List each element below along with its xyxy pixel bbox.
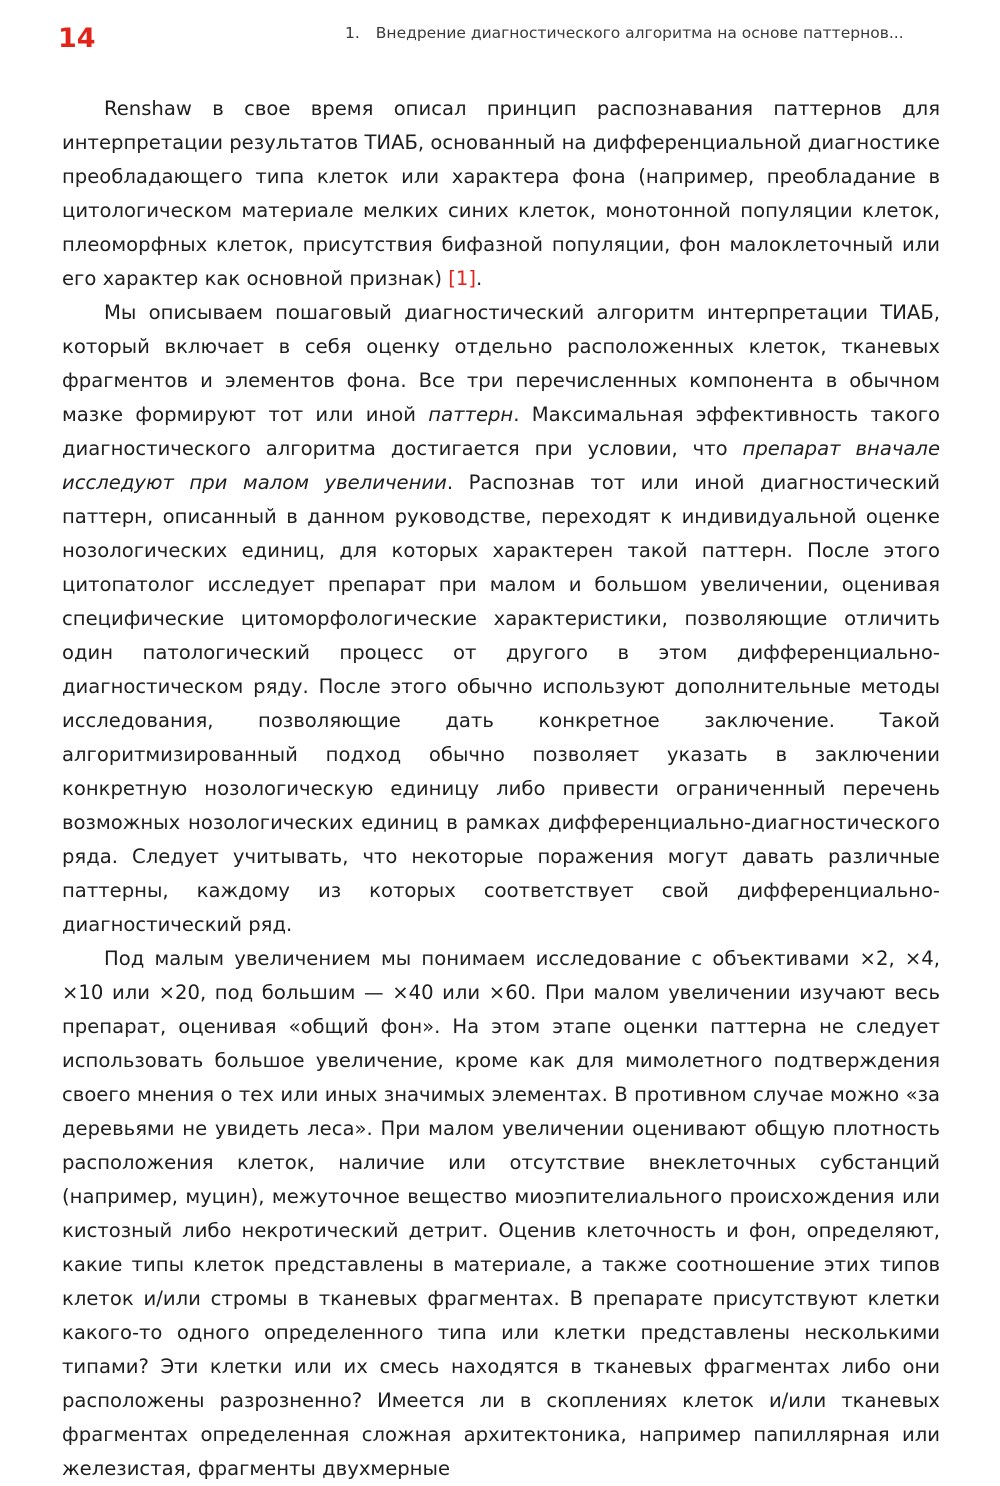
paragraph-2-emphasis-2: препарат вначале исследуют при малом увеличении bbox=[62, 437, 940, 494]
chapter-title: Внедрение диагностического алгоритма на основе паттернов... bbox=[375, 24, 904, 42]
running-head bbox=[345, 22, 904, 44]
paragraph-1-text: Renshaw в свое время описал принцип распознавания паттернов для интерпретации результатов ТИАБ, основанный на дифференциальной диагностике преобладающего типа клеток или характера фона (например, преобладание в цитологическом материале мелких синих клеток, монотонной популяции клеток, плеоморфных клеток, присутствия бифазной популяции, фон малоклеточный или его характер как основной признак) bbox=[62, 97, 940, 290]
body-text bbox=[62, 92, 940, 1486]
paragraph-2-emphasis-1: паттерн bbox=[428, 403, 514, 426]
paragraph-2-text-2: . Максимальная эффективность такого диагностического алгоритма достигается при условии, что bbox=[62, 403, 940, 460]
page-number: 14 bbox=[58, 23, 96, 54]
paragraph-1 bbox=[62, 92, 940, 296]
chapter-number: 1. bbox=[345, 24, 360, 42]
paragraph-2-text-3: . Распознав тот или иной диагностический паттерн, описанный в данном руководстве, переходят к индивидуальной оценке нозологических единиц, для которых характерен такой паттерн. После этого цитопатолог исследует препарат при малом и большом увеличении, оценивая специфические цитоморфологические характеристики, позволяющие отличить один патологический процесс от другого в этом дифференциально-диагностическом ряду. После этого обычно используют дополнительные методы исследования, позволяющие дать конкретное заключение. Такой алгоритмизированный подход обычно позволяет указать в заключении конкретную нозологическую единицу либо привести ограниченный перечень возможных нозологических единиц в рамках дифференциально-диагностического ряда. Следует учитывать, что некоторые поражения могут давать различные паттерны, каждому из которых соответствует свой дифференциально-диагностический ряд. bbox=[62, 471, 940, 936]
paragraph-2 bbox=[62, 296, 940, 942]
paragraph-1-end: . bbox=[476, 267, 483, 290]
citation-link[interactable]: [1] bbox=[448, 267, 477, 290]
paragraph-3 bbox=[62, 942, 940, 1486]
paragraph-3-text: Под малым увеличением мы понимаем исследование с объективами ×2, ×4, ×10 или ×20, под большим — ×40 или ×60. При малом увеличении изучают весь препарат, оценивая «общий фон». На этом этапе оценки паттерна не следует использовать большое увеличение, кроме как для мимолетного подтверждения своего мнения о тех или иных значимых элементах. В противном случае можно «за деревьями не увидеть леса». При малом увеличении оценивают общую плотность расположения клеток, наличие или отсутствие внеклеточных субстанций (например, муцин), межуточное вещество миоэпителиального происхождения или кистозный либо некротический детрит. Оценив клеточность и фон, определяют, какие типы клеток представлены в материале, а также соотношение этих типов клеток и/или стромы в тканевых фрагментах. В препарате присутствуют клетки какого-то одного определенного типа или клетки представлены несколькими типами? Эти клетки или их смесь находятся в тканевых фрагментах либо они расположены разрозненно? Имеется ли в скоплениях клеток и/или тканевых фрагментах определенная сложная архитектоника, например папиллярная или железистая, фрагменты двухмерные bbox=[62, 947, 940, 1480]
page-header bbox=[0, 0, 1000, 70]
paragraph-2-text-1: Мы описываем пошаговый диагностический алгоритм интерпретации ТИАБ, который включает в себя оценку отдельно расположенных клеток, тканевых фрагментов и элементов фона. Все три перечисленных компонента в обычном мазке формируют тот или иной bbox=[62, 301, 940, 426]
